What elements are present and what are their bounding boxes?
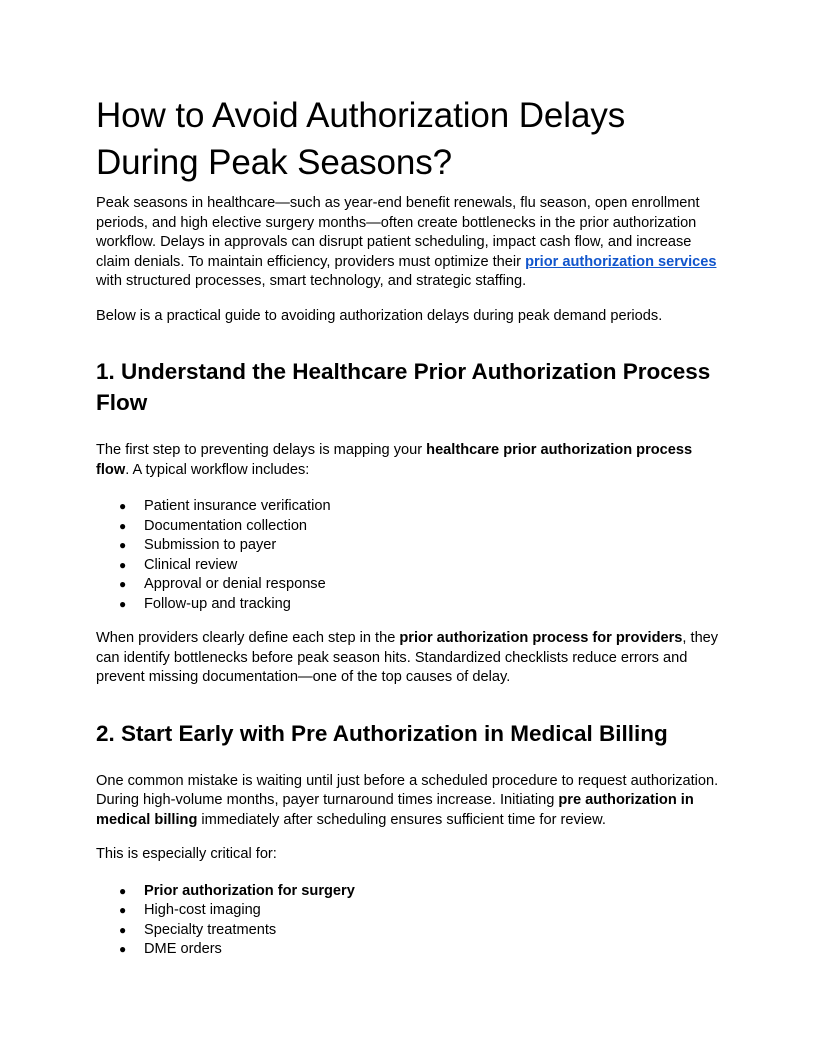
bullet-icon: ● [119, 596, 127, 611]
s2p1-bold: pre authorization in medical billing [96, 792, 694, 828]
prior-authorization-services-link[interactable]: prior authorization services [525, 253, 717, 270]
s2p1-text-a: One common mistake is waiting until just before a scheduled procedure to request authorization. During high-volume months, payer turnaround times increase. Initiating [96, 772, 719, 808]
section-1-paragraph-2 [96, 629, 726, 688]
list-item [96, 595, 726, 615]
s1p1-text-a: The first step to preventing delays is mapping your [96, 442, 427, 458]
list-item-text: DME orders [144, 941, 222, 957]
list-item-text: Submission to payer [144, 537, 277, 553]
intro-text-2: with structured processes, smart technology, and strategic staffing. [96, 273, 527, 289]
list-item [96, 901, 726, 921]
s1p1-bold: healthcare prior authorization process flow [96, 442, 693, 478]
list-item [96, 536, 726, 556]
list-item [96, 575, 726, 595]
s1p1-text-b: . A typical workflow includes: [125, 461, 310, 478]
intro-paragraph [96, 194, 726, 292]
list-item [96, 940, 726, 960]
list-item-text: Clinical review [144, 556, 238, 573]
list-item-text: Approval or denial response [144, 576, 326, 592]
list-item [96, 921, 726, 941]
s1p2-bold: prior authorization process for providers [399, 630, 683, 646]
section-2-paragraph-2: This is especially critical for: [96, 846, 277, 862]
list-item-text: Prior authorization for surgery [144, 882, 355, 899]
s1p2-text-b: , they can identify bottlenecks before peak season hits. Standardized checklists reduce errors and prevent missing documentation—one of the top causes of delay. [96, 630, 719, 685]
section-2-paragraph-1 [96, 772, 726, 831]
guide-paragraph: Below is a practical guide to avoiding authorization delays during peak demand periods. [96, 307, 663, 324]
section-2-heading: 2. Start Early with Pre Authorization in Medical Billing [96, 720, 668, 746]
bullet-icon: ● [119, 538, 127, 552]
list-item [96, 517, 726, 537]
document-page [96, 92, 726, 960]
s2p1-text-b: immediately after scheduling ensures sufficient time for review. [197, 811, 606, 828]
s1p2-text-a: When providers clearly define each step in the [96, 630, 400, 646]
critical-list [96, 882, 726, 960]
intro-text-1: Peak seasons in healthcare—such as year-end benefit renewals, flu season, open enrollment periods, and high elective surgery months—often create bottlenecks in the prior authorization workflow. Delays in approvals can disrupt patient scheduling, impact cash flow, and increase claim denials. To maintain efficiency, providers must optimize their [96, 195, 700, 270]
list-item-text: Documentation collection [144, 517, 308, 534]
bullet-icon: ● [119, 883, 127, 898]
bullet-icon: ● [119, 942, 127, 956]
list-item [96, 497, 726, 517]
bullet-icon: ● [119, 922, 127, 937]
bullet-icon: ● [119, 903, 127, 917]
workflow-list [96, 497, 726, 614]
document-title: How to Avoid Authorization Delays During Peak Seasons? [96, 96, 626, 182]
section-1-heading: 1. Understand the Healthcare Prior Authorization Process Flow [96, 359, 711, 415]
bullet-icon: ● [119, 499, 127, 513]
list-item-text: Follow-up and tracking [144, 595, 291, 612]
list-item-text: Specialty treatments [144, 921, 277, 938]
bullet-icon: ● [119, 518, 127, 533]
list-item-text: High-cost imaging [144, 902, 261, 918]
bullet-icon: ● [119, 557, 127, 572]
list-item [96, 556, 726, 576]
bullet-icon: ● [119, 577, 127, 591]
list-item [96, 882, 726, 902]
section-1-paragraph-1 [96, 441, 726, 480]
list-item-text: Patient insurance verification [144, 498, 331, 514]
